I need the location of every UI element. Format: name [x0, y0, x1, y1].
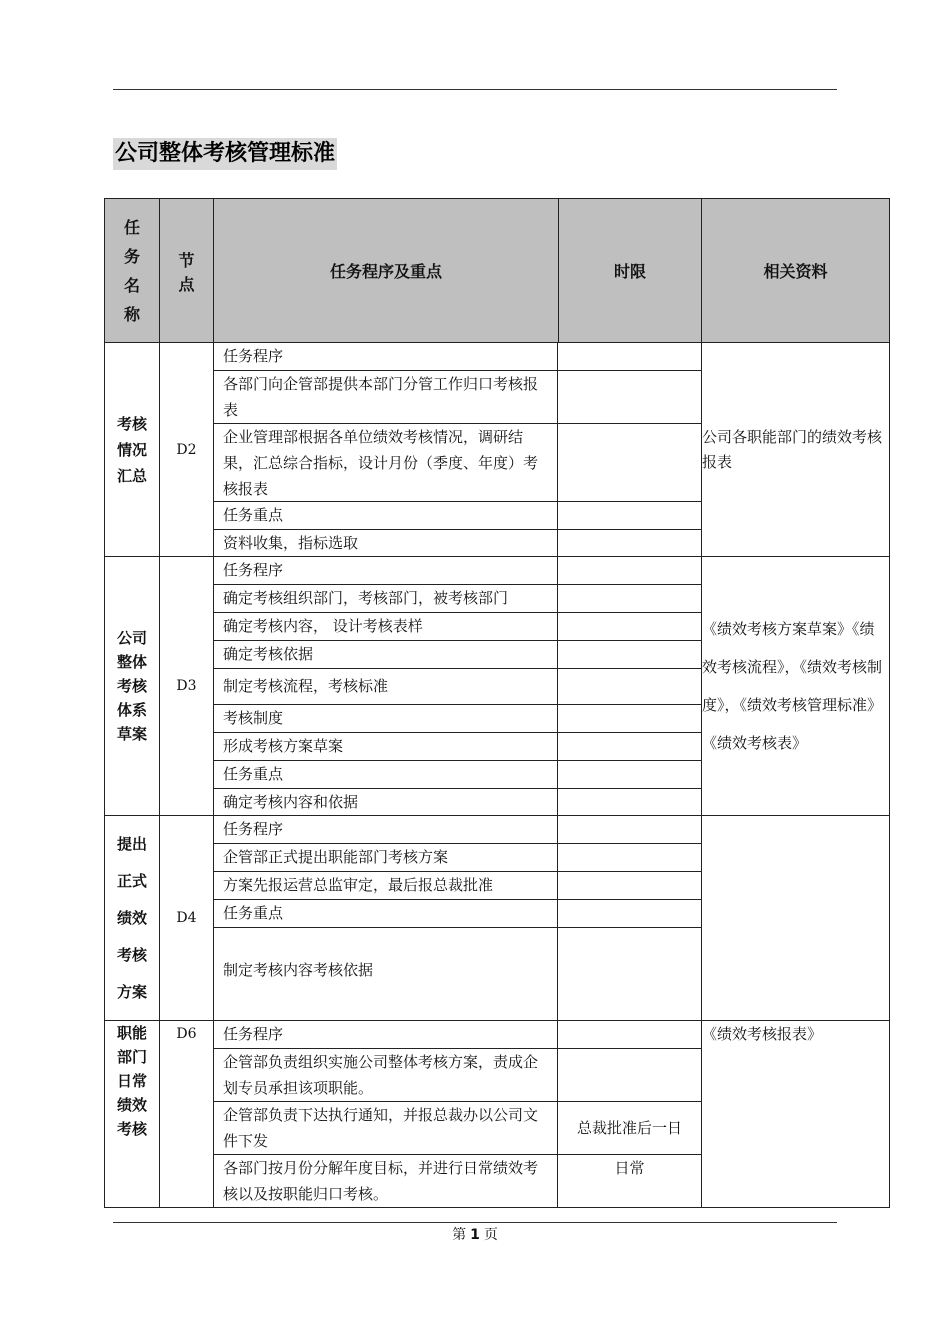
table-row	[105, 816, 890, 1021]
node-cell: D2	[160, 343, 214, 557]
step-text: 任务重点	[214, 900, 558, 927]
header-node-char: 节	[178, 250, 195, 270]
resources-cell: 公司各职能部门的绩效考核报表	[702, 343, 890, 557]
step-text: 任务程序	[214, 816, 558, 843]
step-text: 方案先报运营总监审定，最后报总裁批准	[214, 872, 558, 899]
step-time	[558, 872, 701, 899]
table-header-row	[105, 199, 890, 343]
step-text: 企管部负责组织实施公司整体考核方案，责成企划专员承担该项职能。	[214, 1049, 558, 1101]
header-task-name-char: 务	[123, 246, 140, 266]
step-time: 总裁批准后一日	[576, 1119, 682, 1137]
steps-cell	[214, 1021, 702, 1208]
step-text: 制定考核内容考核依据	[214, 928, 558, 1020]
table-row	[105, 557, 890, 816]
step-time	[558, 733, 701, 760]
resources-cell: 《绩效考核方案草案》《绩效考核流程》，《绩效考核制度》，《绩效考核管理标准》《绩效考核表》	[702, 557, 890, 816]
task-name-cell	[105, 1021, 160, 1208]
task-name-line: 职能	[116, 1024, 147, 1042]
steps-cell	[214, 343, 702, 557]
task-name-line: 考核	[116, 677, 147, 695]
step-time	[558, 705, 701, 732]
step-time	[558, 424, 701, 501]
step-text: 资料收集，指标选取	[214, 530, 558, 556]
step-text: 企业管理部根据各单位绩效考核情况，调研结果，汇总综合指标，设计月份（季度、年度）考核报表	[214, 424, 558, 501]
task-name-line: 日常	[116, 1072, 147, 1090]
step-text: 确定考核组织部门，考核部门，被考核部门	[214, 585, 558, 612]
step-time	[558, 669, 701, 704]
task-name-line: 部门	[116, 1048, 147, 1066]
step-time	[558, 761, 701, 788]
page-footer	[0, 1224, 950, 1246]
header-procedure: 任务程序及重点	[214, 199, 559, 343]
node-cell: D4	[160, 816, 214, 1021]
step-time	[558, 1021, 701, 1048]
node-cell: D6	[160, 1021, 214, 1208]
task-name-line: 考核	[116, 414, 147, 433]
resources-cell	[702, 816, 890, 1021]
step-text: 确定考核依据	[214, 641, 558, 668]
step-text: 确定考核内容和依据	[214, 789, 558, 815]
table-row	[105, 343, 890, 557]
task-name-cell	[105, 557, 160, 816]
step-text: 确定考核内容， 设计考核表样	[214, 613, 558, 640]
step-time	[558, 371, 701, 423]
step-time	[558, 789, 701, 815]
resources-cell: 《绩效考核报表》	[702, 1021, 890, 1208]
step-text: 企管部负责下达执行通知，并报总裁办以公司文件下发	[214, 1102, 558, 1154]
task-name-line: 整体	[116, 653, 147, 671]
page-number: 1	[470, 1227, 480, 1243]
step-text: 任务程序	[214, 1021, 558, 1048]
step-text: 任务重点	[214, 761, 558, 788]
step-time	[558, 557, 701, 584]
step-text: 制定考核流程，考核标准	[214, 669, 558, 704]
node-cell: D3	[160, 557, 214, 816]
task-name-line: 绩效	[116, 908, 147, 927]
task-name-line: 方案	[116, 982, 147, 1001]
header-task-name-char: 名	[123, 275, 140, 295]
footer-rule	[113, 1222, 837, 1223]
task-name-line: 体系	[116, 701, 147, 719]
step-text: 考核制度	[214, 705, 558, 732]
header-time-limit: 时限	[559, 199, 702, 343]
step-text: 各部门按月份分解年度目标，并进行日常绩效考核以及按职能归口考核。	[214, 1155, 558, 1207]
step-time	[558, 343, 701, 370]
header-task-name	[105, 199, 160, 343]
step-time	[558, 928, 701, 1020]
step-text: 任务程序	[214, 557, 558, 584]
step-time	[558, 613, 701, 640]
header-task-name-char: 称	[123, 304, 140, 324]
step-text: 企管部正式提出职能部门考核方案	[214, 844, 558, 871]
step-time	[558, 585, 701, 612]
task-name-line: 绩效	[116, 1096, 147, 1114]
task-name-cell	[105, 816, 160, 1021]
task-name-line: 考核	[116, 945, 147, 964]
steps-cell	[214, 557, 702, 816]
task-name-line: 情况	[116, 440, 147, 459]
step-time: 日常	[614, 1159, 645, 1177]
step-time	[558, 502, 701, 529]
steps-cell	[214, 816, 702, 1021]
step-time	[558, 530, 701, 556]
header-task-name-char: 任	[123, 217, 140, 237]
footer-suffix: 页	[483, 1227, 498, 1243]
step-text: 任务重点	[214, 502, 558, 529]
step-time	[558, 900, 701, 927]
footer-prefix: 第	[452, 1227, 467, 1243]
page-title: 公司整体考核管理标准	[113, 138, 337, 170]
step-text: 任务程序	[214, 343, 558, 370]
header-rule	[113, 89, 837, 90]
step-time	[558, 844, 701, 871]
step-time	[558, 641, 701, 668]
task-name-line: 考核	[116, 1120, 147, 1138]
header-resources: 相关资料	[702, 199, 890, 343]
task-name-line: 汇总	[116, 466, 147, 485]
header-node: 节 点	[160, 199, 214, 343]
table-row	[105, 1021, 890, 1208]
task-name-line: 公司	[116, 629, 147, 647]
task-name-line: 草案	[116, 725, 147, 743]
step-time	[558, 816, 701, 843]
step-text: 形成考核方案草案	[214, 733, 558, 760]
task-name-cell	[105, 343, 160, 557]
step-time	[558, 1049, 701, 1101]
standards-table	[104, 198, 890, 1208]
task-name-line: 提出	[116, 834, 147, 853]
task-name-line: 正式	[116, 871, 147, 890]
step-text: 各部门向企管部提供本部门分管工作归口考核报表	[214, 371, 558, 423]
